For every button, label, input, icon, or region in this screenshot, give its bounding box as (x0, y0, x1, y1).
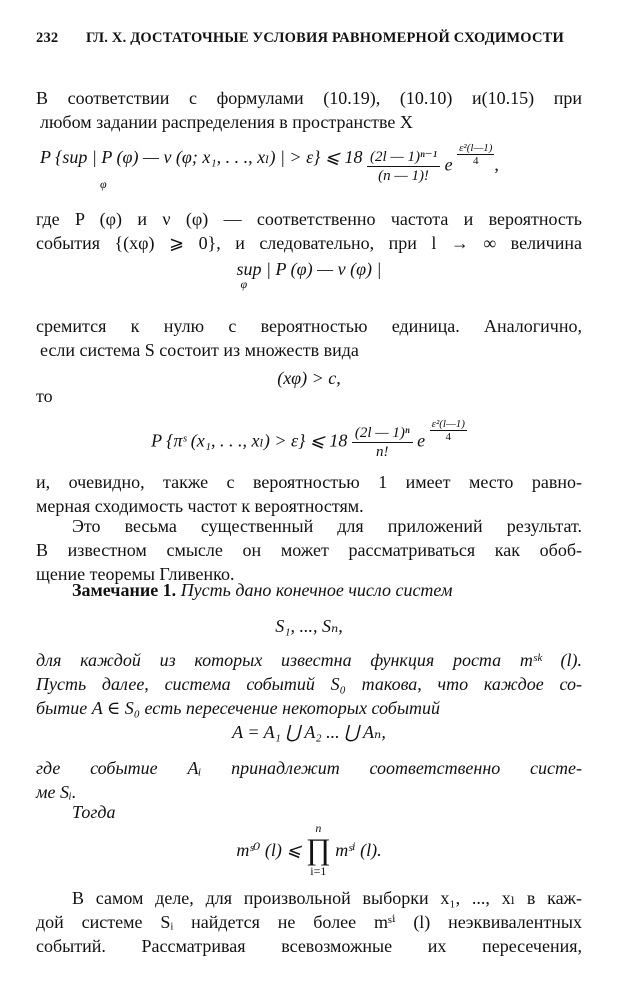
formula-rhs: mˢⁱ (l). (335, 840, 382, 860)
paragraph-6 (36, 648, 582, 720)
paragraph-line: если система S состоит из множеств вида (40, 340, 359, 360)
remark-label: Замечание 1. (72, 580, 177, 600)
paragraph-line: где P (φ) и ν (φ) — соответственно частота и вероятность (36, 209, 582, 229)
paragraph-line: сремится к нулю с вероятностью единица. Аналогично, (36, 316, 582, 336)
paragraph-line: любом задании распределения в пространстве X (40, 112, 413, 132)
formula-2 (36, 260, 582, 290)
formula-expr: S₁, ..., Sₙ, (275, 616, 343, 636)
paragraph-4 (36, 470, 582, 518)
exponent-denominator: 4 (472, 155, 479, 167)
sup-subscript: φ (100, 177, 107, 191)
formula-lhs: mˢ⁰ (l) ⩽ (236, 840, 302, 860)
chapter-title: ГЛ. X. ДОСТАТОЧНЫЕ УСЛОВИЯ РАВНОМЕРНОЙ СХОДИМОСТИ (86, 30, 564, 46)
product-lower-limit: i=1 (310, 864, 327, 878)
paragraph-3 (36, 314, 582, 362)
fraction-denominator: n! (375, 444, 389, 460)
paragraph-2 (36, 207, 582, 255)
then-word: Тогда (72, 802, 116, 822)
formula-expr: (xφ) > c, (277, 368, 341, 388)
product-symbol: ∏ (305, 833, 331, 866)
paragraph-line: дой системе Sᵢ найдется не более mˢⁱ (l) неэквивалентных (36, 912, 582, 932)
exponent-fraction (430, 418, 467, 443)
remark-text: Пусть дано конечное число систем (180, 580, 453, 600)
fraction-numerator: (2l — 1)ⁿ (352, 424, 413, 443)
paragraph-line: В соответствии с формулами (10.19), (10.10) и(10.15) при (36, 88, 582, 108)
paragraph-line: В самом деле, для произвольной выборки x₁, ..., xₗ в каж- (72, 888, 582, 908)
formula-lhs: P {πˢ (x₁, . . ., xₗ) > ε} ⩽ 18 (151, 430, 348, 451)
paragraph-8 (36, 886, 582, 958)
paragraph-line: Пусть далее, система событий S₀ такова, что каждое со- (36, 674, 582, 694)
formula-7 (36, 822, 582, 882)
exponent-numerator: ε²(l—1) (431, 418, 465, 430)
paragraph-line: событий. Рассматривая всевозможные их пересечения, (36, 936, 582, 956)
fraction-denominator: (n — 1)! (378, 168, 429, 184)
sup-subscript: φ (240, 277, 248, 291)
paragraph-line: и, очевидно, также с вероятностью 1 имеет место равно- (36, 472, 582, 492)
paragraph-line: где событие Aᵢ принадлежит соответственно систе- (36, 758, 582, 778)
running-header (36, 30, 582, 47)
formula-lhs: P {sup | P (φ) — ν (φ; x₁, . . ., xₗ) | > ε} ⩽ 18 (40, 147, 363, 167)
exponent-fraction (457, 142, 494, 167)
paragraph-5 (36, 514, 582, 586)
formula-6 (36, 720, 582, 744)
exponent-denominator: 4 (445, 431, 451, 443)
formula-4: P {πˢ (x₁, . . ., xₗ) > ε} ⩽ 18 $\frac{\text{(2l — 1)ⁿ}}{n!}$ e $\frac{\text{ε²(l—1)}}{4}$ (151, 418, 465, 460)
to-word: то (36, 386, 53, 406)
product-upper-limit: n (315, 821, 322, 835)
formula-fraction (367, 148, 440, 185)
paragraph-line: ме Sᵢ. (36, 782, 77, 802)
page-number: 232 (36, 30, 59, 46)
paragraph-1 (36, 86, 582, 134)
paragraph-line: события {(xφ) ⩾ 0}, и следовательно, при l → ∞ величина (36, 233, 582, 253)
paragraph-line: В известном смысле он может рассматриваться как обоб- (36, 540, 582, 560)
paragraph-line: мерная сходимость частот к вероятностям. (36, 496, 364, 516)
formula-fraction (352, 424, 413, 461)
paragraph-line: бытие A ∈ S₀ есть пересечение некоторых событий (36, 698, 441, 718)
product-operator (306, 822, 331, 878)
formula-expr: sup | P (φ) — ν (φ) | (236, 259, 382, 279)
paragraph-line: для каждой из которых известна функция роста mˢᵏ (l). (36, 650, 582, 670)
remark-heading (36, 578, 582, 602)
formula-expr: A = A₁ ⋃ A₂ ... ⋃ Aₙ, (232, 722, 386, 742)
paragraph-line: щение теоремы Гливенко. (36, 564, 235, 584)
fraction-numerator: (2l — 1)ⁿ⁻¹ (367, 148, 440, 167)
exponent-numerator: ε²(l—1) (459, 142, 493, 154)
formula-5 (36, 614, 582, 638)
formula-1: P {sup | P (φ) — ν (φ; x₁, . . ., xₗ) | > ε} ⩽ 18 $\frac{\text{(2l — 1)ⁿ⁻¹}}{(n — 1)!}$ e $\frac{\text{ε²(l—1)}}{4}$, φ (36, 148, 586, 185)
paragraph-7 (36, 756, 582, 804)
paragraph-line: Это весьма существенный для приложений результат. (72, 516, 582, 536)
